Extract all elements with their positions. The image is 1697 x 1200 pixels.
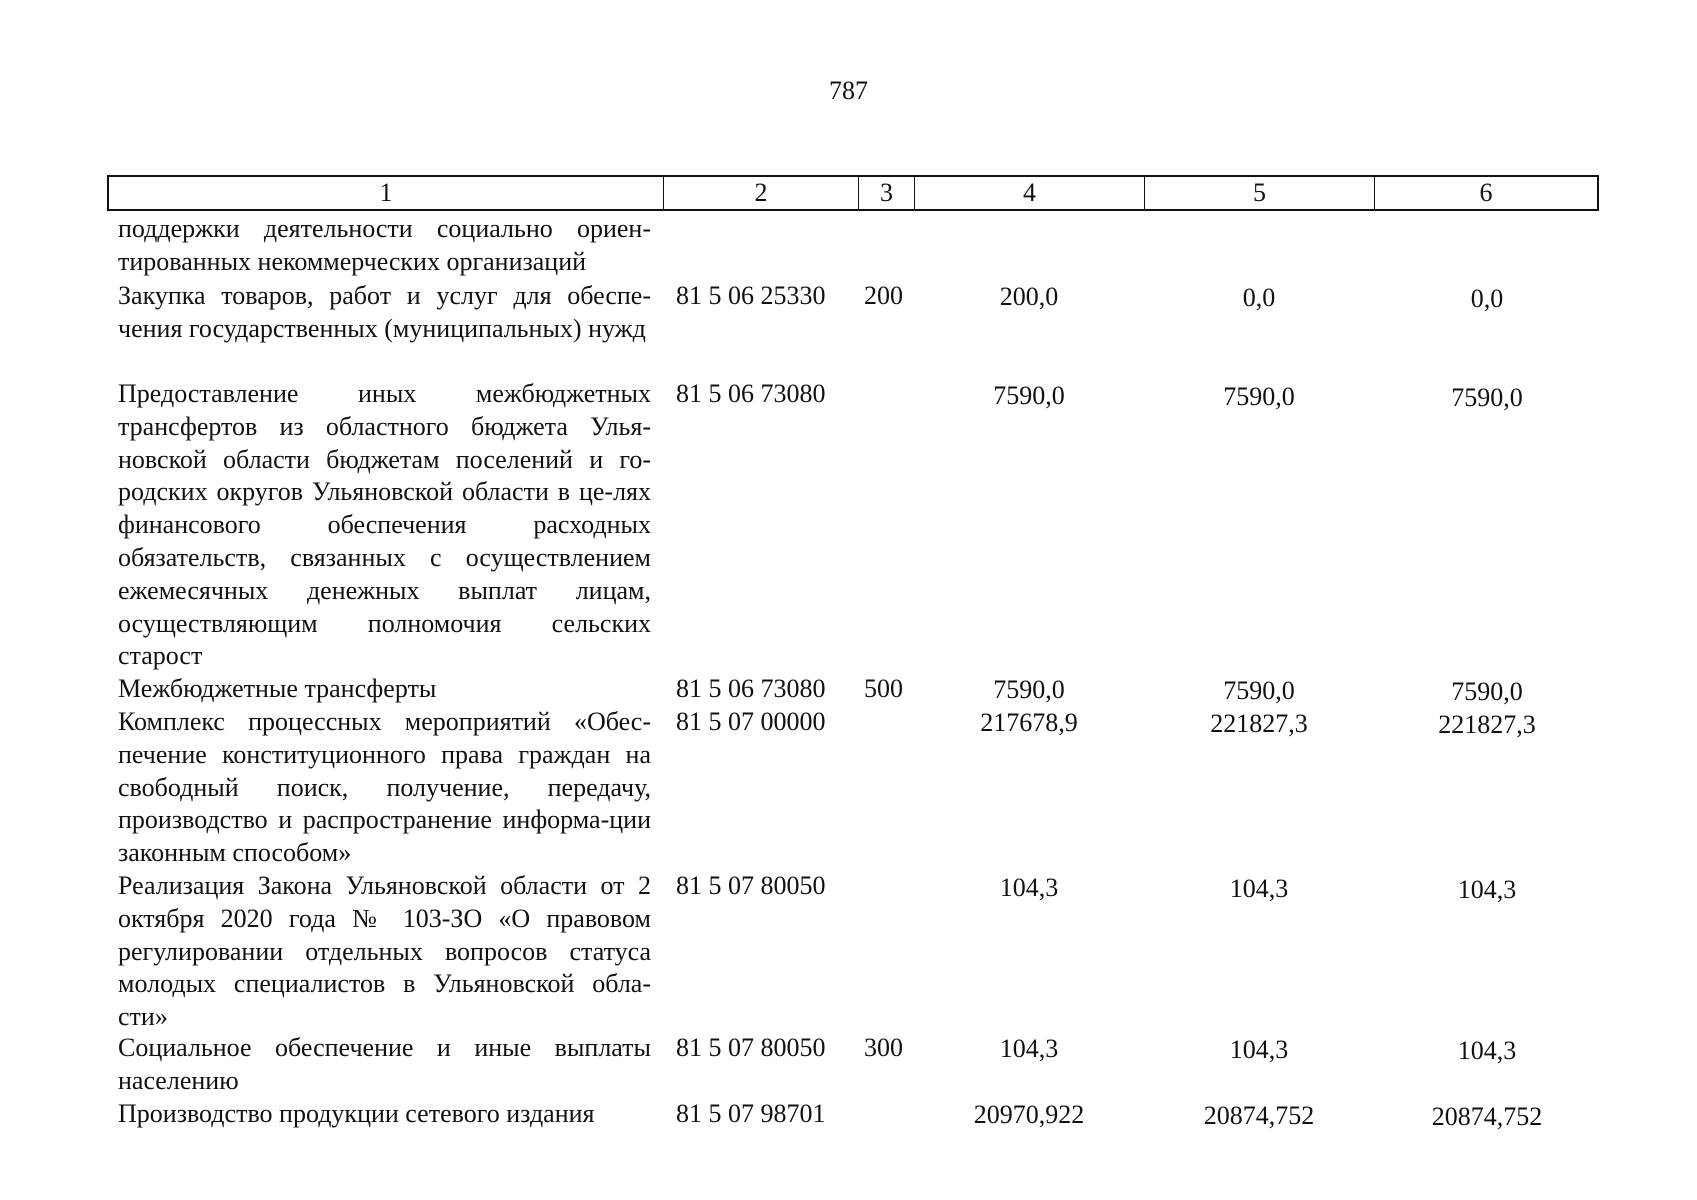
row-description: Межбюджетные трансферты xyxy=(118,674,437,703)
row-value-col4: 217678,9 xyxy=(980,708,1078,737)
row-value-col6: 221827,3 xyxy=(1438,710,1536,739)
row-description: Реализация Закона Ульяновской области от 2 октября 2020 года № 103-ЗО «О правовом регулировании отдельных вопросов статуса молодых специалистов в Ульяновской обла-сти» xyxy=(118,871,651,1032)
row-value-col5: 7590,0 xyxy=(1223,676,1295,705)
row-type: 500 xyxy=(864,674,903,703)
row-description: Предоставление иных межбюджетных трансфертов из областного бюджета Улья-новской области бюджетам поселений и го-родских округов Ульяновской области в це-лях финансового обеспечения расходных обязательств, связанных с осуществлением ежемесячных денежных выплат лицам, осуществляющим полномочия сельских старост xyxy=(118,379,651,671)
header-col-2: 2 xyxy=(664,177,859,209)
row-code: 81 5 06 25330 xyxy=(676,281,826,310)
row-value-col6: 7590,0 xyxy=(1451,383,1523,412)
row-value-col6: 104,3 xyxy=(1457,875,1517,904)
row-code: 81 5 07 00000 xyxy=(676,707,826,736)
row-code: 81 5 07 98701 xyxy=(676,1099,826,1128)
row-code: 81 5 06 73080 xyxy=(676,674,826,703)
row-value-col5: 221827,3 xyxy=(1210,709,1308,738)
row-description: Производство продукции сетевого издания xyxy=(118,1099,595,1128)
row-value-col4: 20970,922 xyxy=(973,1100,1085,1129)
row-description: Социальное обеспечение и иные выплаты населению xyxy=(118,1033,651,1095)
row-value-col5: 20874,752 xyxy=(1203,1101,1315,1130)
row-code: 81 5 07 80050 xyxy=(676,1033,826,1062)
row-value-col5: 104,3 xyxy=(1229,1035,1289,1064)
table-header xyxy=(107,175,1599,211)
row-value-col5: 0,0 xyxy=(1242,283,1276,312)
header-col-5: 5 xyxy=(1145,177,1375,209)
row-value-col4: 104,3 xyxy=(999,873,1059,902)
row-description: Закупка товаров, работ и услуг для обеспе-чения государственных (муниципальных) нужд xyxy=(118,281,651,343)
row-value-col6: 7590,0 xyxy=(1451,677,1523,706)
row-code: 81 5 06 73080 xyxy=(676,379,826,408)
header-col-3: 3 xyxy=(859,177,915,209)
row-code: 81 5 07 80050 xyxy=(676,871,826,900)
header-col-1: 1 xyxy=(109,177,664,209)
row-description: Комплекс процессных мероприятий «Обес-печение конституционного права граждан на свободный поиск, получение, передачу, производство и распространение информа-ции законным способом» xyxy=(118,707,651,868)
row-value-col6: 0,0 xyxy=(1470,284,1504,313)
row-value-col4: 104,3 xyxy=(999,1034,1059,1063)
header-col-6: 6 xyxy=(1479,178,1493,207)
header-col-4: 4 xyxy=(915,177,1145,209)
page-number: 787 xyxy=(829,76,868,105)
row-value-col6: 20874,752 xyxy=(1431,1102,1543,1131)
row-value-col4: 7590,0 xyxy=(993,675,1065,704)
row-value-col6: 104,3 xyxy=(1457,1036,1517,1065)
row-value-col5: 7590,0 xyxy=(1223,382,1295,411)
row-type: 200 xyxy=(864,281,903,310)
row-value-col4: 7590,0 xyxy=(993,381,1065,410)
row-description: поддержки деятельности социально ориен-тированных некоммерческих организаций xyxy=(118,214,651,276)
row-value-col4: 200,0 xyxy=(999,282,1059,311)
row-value-col5: 104,3 xyxy=(1229,874,1289,903)
row-type: 300 xyxy=(864,1033,903,1062)
